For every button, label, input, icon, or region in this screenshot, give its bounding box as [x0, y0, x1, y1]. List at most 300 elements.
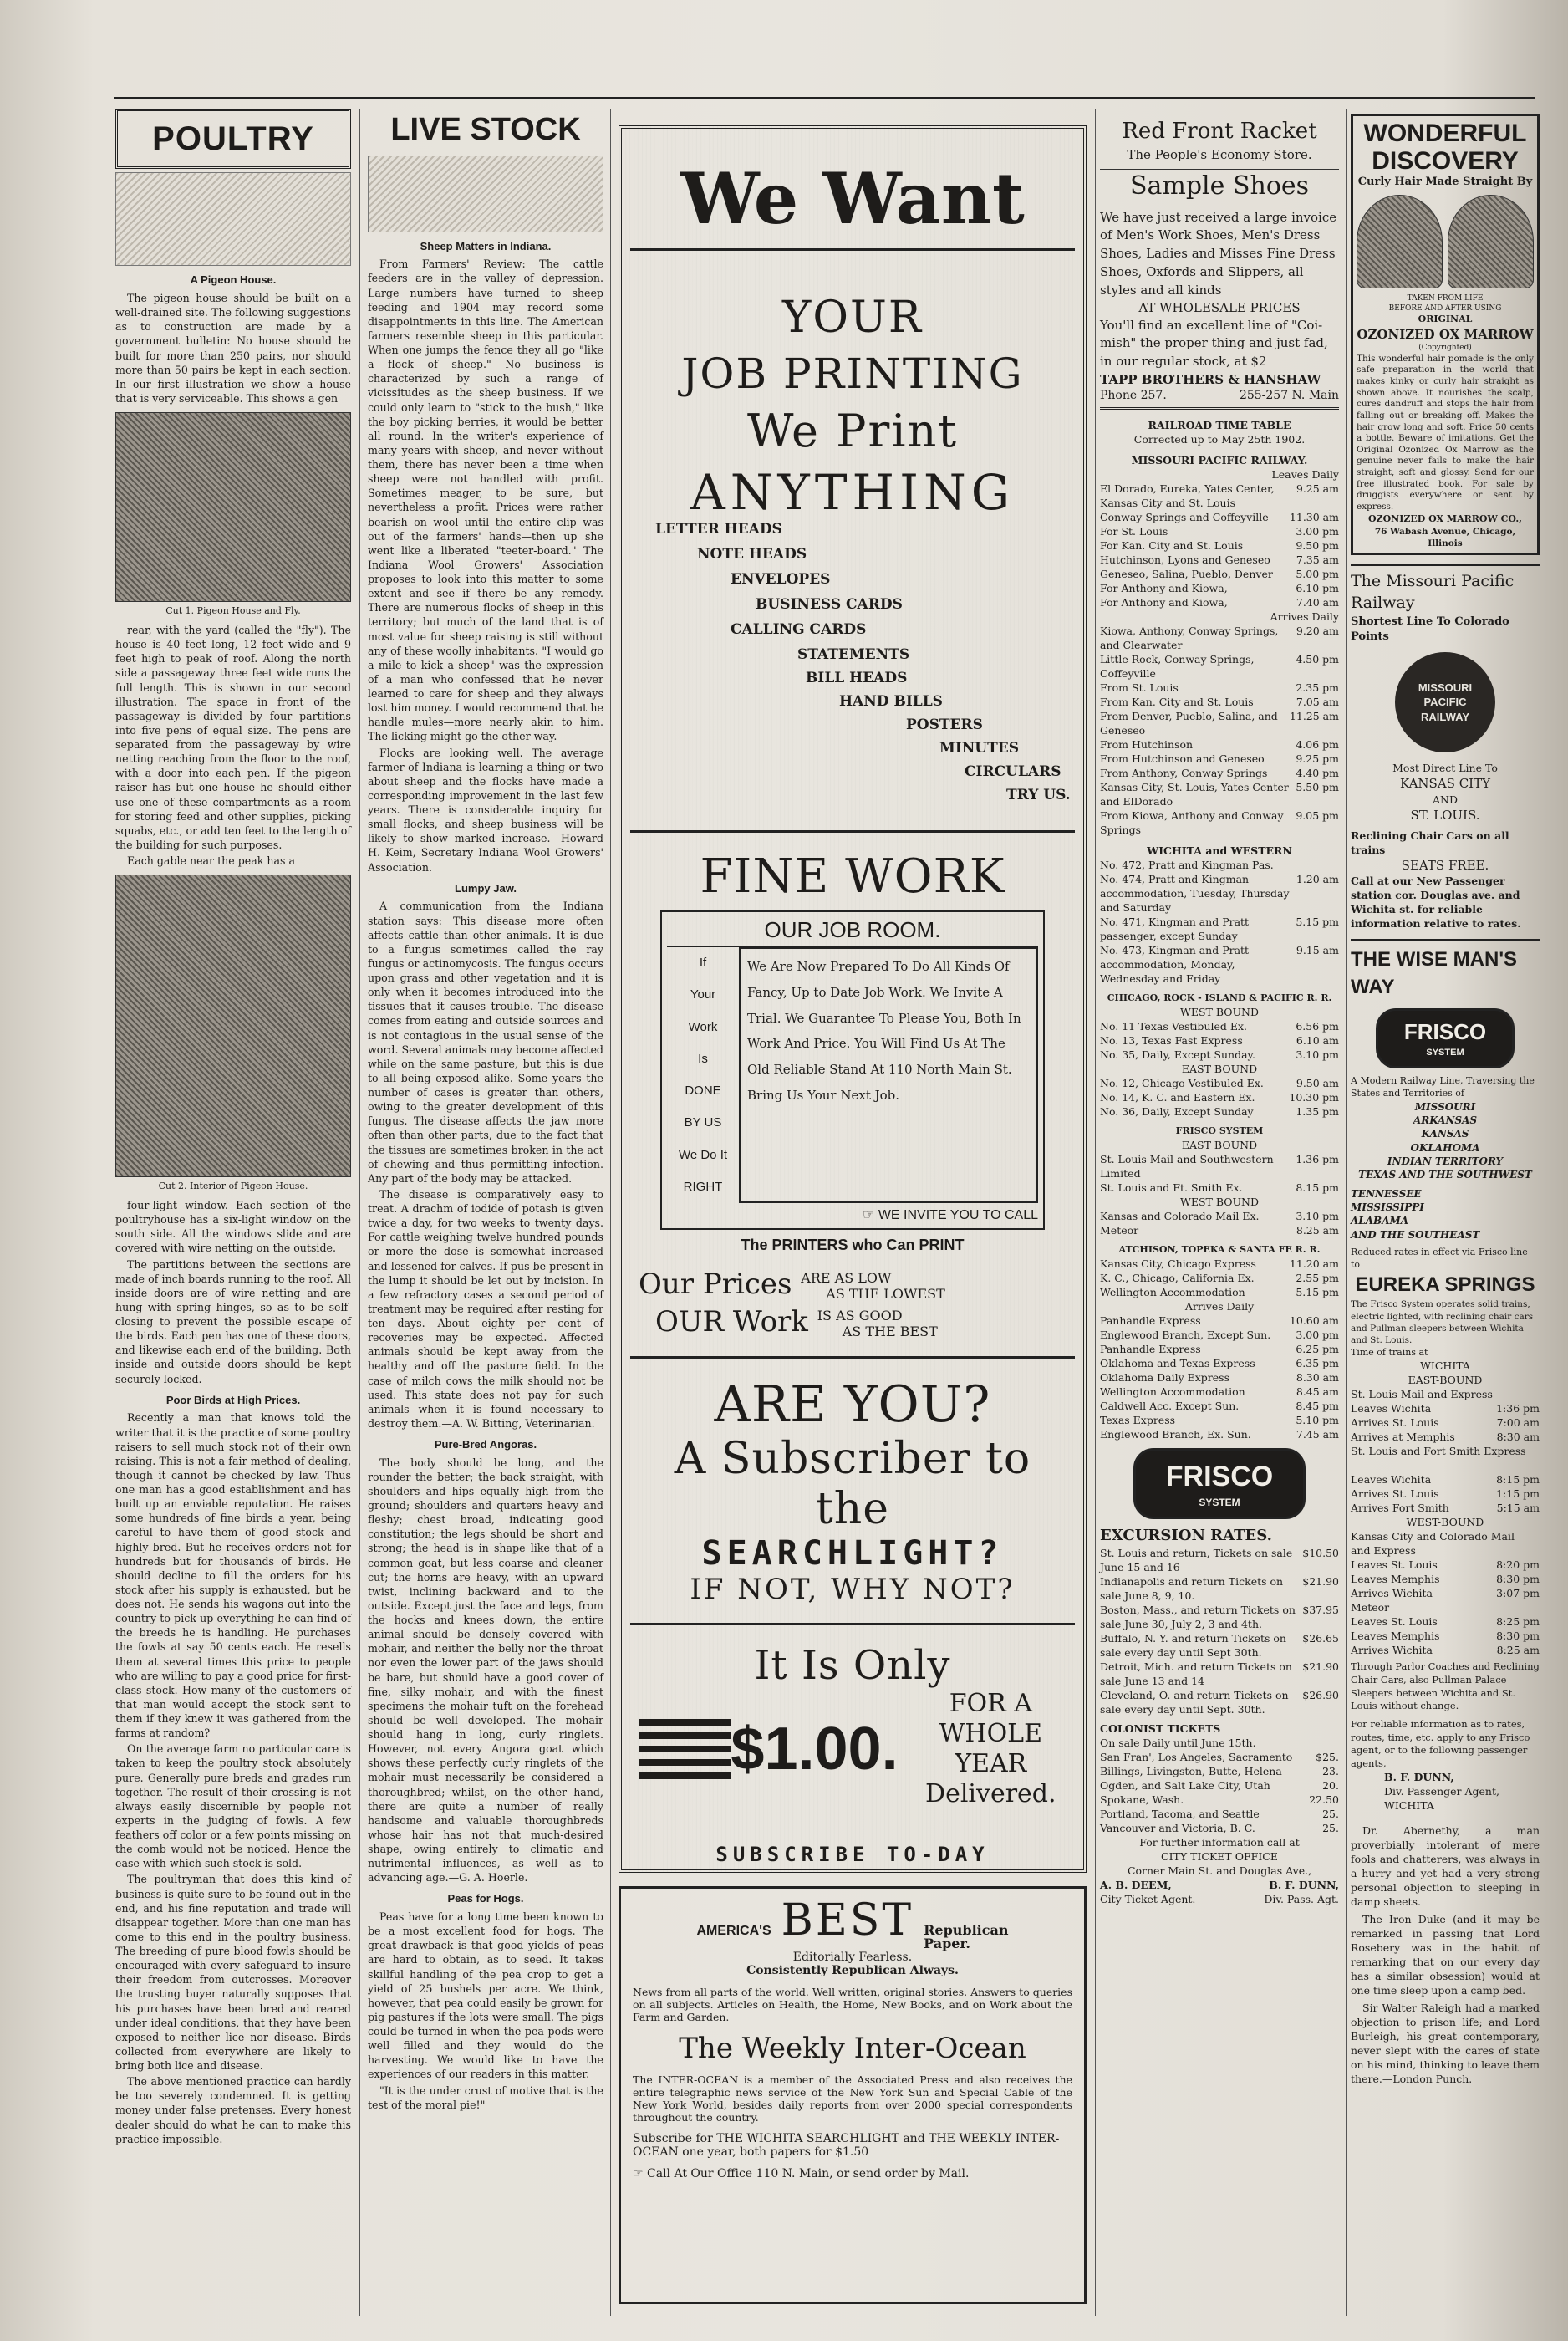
portrait-after: [1448, 195, 1534, 288]
timetable-time: 3.00 pm: [1296, 525, 1339, 538]
timetable-route: No. 472, Pratt and Kingman Pas.: [1100, 859, 1274, 872]
mp-heading: MISSOURI PACIFIC RAILWAY.: [1131, 454, 1308, 467]
wm-west-list: [1351, 1529, 1540, 1657]
ocean-body2: The INTER-OCEAN is a member of the Associated Press and also receives the entire telegraphic news service of the New York Sun and Special Cable of the New York World, besides daily reports from over 2000 special correspondents throughout the country.: [633, 2073, 1072, 2124]
timetable-route: Billings, Livingston, Butte, Helena: [1100, 1765, 1282, 1778]
racket-subtitle: The People's Economy Store.: [1127, 147, 1312, 163]
timetable-route: Kansas and Colorado Mail Ex.: [1100, 1210, 1260, 1223]
livestock-column: [368, 109, 603, 2114]
timetable-row: [1100, 915, 1339, 943]
printers-line: The PRINTERS who Can PRINT: [741, 1237, 965, 1253]
timetable-time: $25.: [1316, 1751, 1339, 1764]
timetable-row: [1100, 737, 1339, 752]
are-you: ARE YOU?: [714, 1375, 991, 1435]
article-title: Sheep Matters in Indiana.: [420, 239, 552, 252]
timetable-route: No. 14, K. C. and Eastern Ex.: [1100, 1091, 1255, 1104]
excursion-rates: [1100, 1546, 1339, 1716]
caption: Cut 1. Pigeon House and Fly.: [165, 605, 301, 617]
timetable-route: Portland, Tacoma, and Seattle: [1100, 1808, 1260, 1821]
timetable-row: [1351, 1529, 1540, 1558]
ad-item: POSTERS: [906, 717, 983, 733]
paragraph: The above mentioned practice can hardly be too severely condemned. It is getting money under false pretenses. Every honest dealer should do what he can to make this practice impossible.: [115, 2075, 351, 2145]
timetable-route: Arrives at Memphis: [1351, 1431, 1455, 1444]
timetable-time: 3.10 pm: [1296, 1048, 1339, 1062]
timetable-route: Leaves Wichita: [1351, 1402, 1432, 1415]
timetable-time: 8.45 am: [1296, 1385, 1339, 1399]
timetable-row: [1351, 1586, 1540, 1600]
timetable-row: [1100, 808, 1339, 837]
mopac-emblem-icon: MISSOURI PACIFIC RAILWAY: [1395, 652, 1495, 752]
timetable-row: [1100, 1076, 1339, 1090]
timetable-time: 8.25 am: [1296, 1224, 1339, 1237]
timetable-row: [1100, 1328, 1339, 1342]
timetable-time: 8.30 am: [1296, 1371, 1339, 1385]
timetable-time: 25.: [1322, 1808, 1339, 1821]
timetable-route: Vancouver and Victoria, B. C.: [1100, 1822, 1255, 1835]
mopac-ad: The Missouri Pacific Railway Shortest Line To Colorado Points MISSOURI PACIFIC RAILWAY Most Direct Line To KANSAS CITY AND ST. LOUIS. Reclining Chair Cars on all trains SEATS FREE. Call at our New Passenger station cor. Douglas ave. and Wichita st. for reliable information relative to rates.: [1351, 564, 1540, 931]
timetable-time: $26.65: [1302, 1632, 1339, 1645]
timetable-row: [1100, 1370, 1339, 1385]
paragraph: The partitions between the sections are made of inch boards running to the roof. All inside doors are of wire netting and are hung with spring hinges, so as to be self-closing to prevent the possible escape of the birds. Each pen has one of these doors, and likewise each end of the building. Both inside and outside doors should be kept securely locked.: [115, 1257, 351, 1385]
timetable-time: 5.50 pm: [1296, 781, 1339, 794]
timetable-time: 23.: [1322, 1765, 1339, 1778]
poultry-column: [115, 109, 351, 2148]
timetable-time: 5:15 am: [1496, 1502, 1540, 1515]
inter-ocean-title: The Weekly Inter-Ocean: [679, 2032, 1026, 2065]
wholesale: AT WHOLESALE PRICES: [1138, 300, 1301, 316]
timetable-route: San Fran', Los Angeles, Sacramento: [1100, 1751, 1293, 1764]
ad-we-print: We Print: [746, 405, 959, 457]
timetable-route: From Hutchinson: [1100, 738, 1194, 752]
timetable-route: No. 474, Pratt and Kingman accommodation, Tuesday, Thursday and Saturday: [1100, 873, 1290, 915]
timetable-row: [1351, 1643, 1540, 1657]
timetable-route: Englewood Branch, Ex. Sun.: [1100, 1428, 1251, 1441]
timetable-time: 8:25 am: [1496, 1644, 1540, 1657]
timetable-time: 8:20 pm: [1496, 1558, 1540, 1572]
timetable-row: [1100, 1285, 1339, 1299]
at-leaves-list: [1100, 1257, 1339, 1299]
timetable-route: For Kan. City and St. Louis: [1100, 539, 1244, 553]
timetable-route: No. 36, Daily, Except Sunday: [1100, 1105, 1254, 1119]
article-title: A Pigeon House.: [190, 273, 277, 287]
ocean-call: ☞ Call At Our Office 110 N. Main, or send order by Mail.: [633, 2167, 970, 2180]
timetable-row: [1100, 1033, 1339, 1048]
list-item: AND THE SOUTHEAST: [1351, 1228, 1480, 1241]
timetable-row: [1100, 1631, 1339, 1660]
agent-titles: City Ticket Agent. Div. Pass. Agt.: [1100, 1893, 1339, 1906]
fearless: Editorially Fearless.: [792, 1951, 913, 1964]
paragraph: The pigeon house should be built on a well-drained site. The following suggestions as to construction are made by a government bulletin: No house should be built for more than 250 pairs, nor should more than 50 pairs be kept in each section. In our first illustration we show a house that is very serviceable. This shows a gen: [115, 292, 351, 405]
timetable-row: [1100, 652, 1339, 681]
racket-firm: TAPP BROTHERS & HANSHAW: [1100, 371, 1321, 387]
timetable-time: 25.: [1322, 1822, 1339, 1835]
timetable-time: 5.15 pm: [1296, 1286, 1339, 1299]
timetable-route: From Anthony, Conway Springs: [1100, 767, 1268, 780]
timetable-time: 7.40 am: [1296, 596, 1339, 609]
timetable-row: [1351, 1487, 1540, 1501]
timetable-time: 1.20 am: [1296, 873, 1339, 886]
arrives-daily: Arrives Daily: [1270, 610, 1339, 624]
agents: A. B. DEEM, B. F. DUNN,: [1100, 1879, 1339, 1892]
timetable-time: 9.25 pm: [1296, 752, 1339, 766]
paragraph: On the average farm no particular care is taken to keep the poultry stock absolutely pure. Generally pure breds and grades run together. The result of their crossing is not always easily discernible by people not experts in the judging of fowls. A few feathers off color or a few points missing on the comb would not be noticed. Hence the ease with which such stock is sold.: [115, 1742, 351, 1870]
timetable-row: [1100, 1778, 1339, 1793]
timetable-row: [1100, 1019, 1339, 1033]
colonist-rates: [1100, 1750, 1339, 1835]
price-bars: [639, 1712, 731, 1786]
timetable-time: 3.10 pm: [1296, 1210, 1339, 1223]
ad-item-list: [630, 521, 1075, 803]
colonist-title: COLONIST TICKETS: [1100, 1722, 1221, 1736]
timetable-row: [1100, 1209, 1339, 1223]
timetable-row: [1351, 1614, 1540, 1629]
timetable-row: [1100, 624, 1339, 652]
fr-west-list: [1100, 1209, 1339, 1237]
article-title: Lumpy Jaw.: [455, 881, 517, 895]
list-item: MISSISSIPPI: [1351, 1201, 1424, 1213]
job-room-box: [660, 910, 1045, 1230]
timetable-time: 11.25 am: [1289, 710, 1339, 723]
ww-list: [1100, 858, 1339, 986]
timetable-route: Texas Express: [1100, 1414, 1176, 1427]
timetable-row: [1100, 1750, 1339, 1764]
column-divider: [359, 109, 360, 2316]
timetable-row: [1100, 1342, 1339, 1356]
timetable-route: Leaves St. Louis: [1351, 1615, 1438, 1629]
timetable-route: Leaves St. Louis: [1351, 1558, 1438, 1572]
timetable-time: 6.35 pm: [1296, 1357, 1339, 1370]
timetable-row: [1100, 1271, 1339, 1285]
timetable-time: $21.90: [1302, 1575, 1339, 1589]
consistently: Consistently Republican Always.: [746, 1964, 959, 1977]
timetable-row: [1100, 1574, 1339, 1603]
timetable-time: 4.40 pm: [1296, 767, 1339, 780]
timetable-time: 1.36 pm: [1296, 1153, 1339, 1166]
timetable-route: No. 471, Kingman and Pratt passenger, except Sunday: [1100, 915, 1250, 943]
timetable-row: [1351, 1558, 1540, 1572]
paragraph: four-light window. Each section of the poultryhouse has a six-light window on the south side. All the windows slide and are covered with wire netting on the outside.: [115, 1199, 351, 1255]
paragraph: Peas have for a long time been known to be a most excellent food for hogs. The great drawback is that good yields of peas are hard to obtain, as to seed. It takes skillful handling of the pea crop to get a yield of 25 bushels per acre. We think, however, that pea could easily be grown for pig pastures if the lots were small. The pigs could be turned in when the pea pods were well filled and they would do the harvesting. We would like to have the experiences of our readers in this matter.: [368, 1910, 603, 2081]
timetable-route: Kansas City, Chicago Express: [1100, 1257, 1256, 1271]
timetable-route: Ogden, and Salt Lake City, Utah: [1100, 1779, 1270, 1793]
ri-east-list: [1100, 1076, 1339, 1119]
list-item: OKLAHOMA: [1410, 1141, 1480, 1154]
subscriber-line: A Subscriber to the: [674, 1434, 1031, 1535]
timetable-row: [1100, 1821, 1339, 1835]
timetable-time: 8:30 pm: [1496, 1573, 1540, 1586]
timetable-row: [1351, 1472, 1540, 1487]
timetable-route: No. 13, Texas Fast Express: [1100, 1034, 1243, 1048]
timetable-route: Geneseo, Salina, Pueblo, Denver: [1100, 568, 1273, 581]
timetable-route: From Denver, Pueblo, Salina, and Geneseo: [1100, 710, 1278, 737]
ad-your: YOUR: [782, 293, 923, 343]
timetable-route: Little Rock, Conway Springs, Coffeyville: [1100, 653, 1255, 681]
timetable-time: 6.25 pm: [1296, 1343, 1339, 1356]
list-item: ALABAMA: [1351, 1215, 1409, 1227]
at-arr-list: [1100, 1313, 1339, 1342]
timetable-route: Wellington Accommodation: [1100, 1385, 1245, 1399]
timetable-time: 8:15 pm: [1496, 1473, 1540, 1487]
timetable-row: [1351, 1600, 1540, 1614]
timetable-row: [1100, 1257, 1339, 1271]
timetable-row: [1100, 872, 1339, 915]
timetable-row: [1100, 1385, 1339, 1399]
pigeon-house-interior-illustration: [115, 875, 351, 1177]
top-rule: [114, 97, 1535, 99]
timetable-time: $21.90: [1302, 1660, 1339, 1674]
timetable-route: Arrives Fort Smith: [1351, 1502, 1449, 1515]
timetable-time: 8:30 pm: [1496, 1630, 1540, 1643]
fr-east-bound: EAST BOUND: [1181, 1139, 1258, 1152]
timetable-route: Oklahoma Daily Express: [1100, 1371, 1230, 1385]
timetable-time: 9.20 am: [1296, 625, 1339, 638]
timetable-route: Englewood Branch, Except Sun.: [1100, 1329, 1271, 1342]
ad-divider: [630, 1623, 1075, 1625]
timetable-time: $26.90: [1302, 1689, 1339, 1702]
ad-item: BILL HEADS: [806, 670, 908, 686]
timetable-time: 4.06 pm: [1296, 738, 1339, 752]
job-printing-ad: [619, 125, 1087, 1873]
timetable-time: 8:30 am: [1496, 1431, 1540, 1444]
timetable-row: [1100, 780, 1339, 808]
timetable-row: [1100, 1152, 1339, 1181]
pointing-hand-icon: ☞: [863, 1208, 878, 1222]
ocean-subscribe: Subscribe for THE WICHITA SEARCHLIGHT and THE WEEKLY INTER-OCEAN one year, both papers for $1.50: [633, 2132, 1060, 2159]
frisco-heading: FRISCO SYSTEM: [1175, 1125, 1264, 1137]
timetable-time: 2.35 pm: [1296, 681, 1339, 695]
timetable-route: Buffalo, N. Y. and return Tickets on sale every day until Sept 30th.: [1100, 1632, 1286, 1660]
column-divider: [1346, 109, 1347, 2316]
timetable-route: K. C., Chicago, California Ex.: [1100, 1272, 1255, 1285]
ad-item: MINUTES: [939, 740, 1020, 757]
ticket-office: CITY TICKET OFFICE: [1161, 1850, 1278, 1864]
timetable-row: [1100, 709, 1339, 737]
our-prices-line: Our Prices ARE AS LOW AS THE LOWEST: [639, 1267, 945, 1302]
timetable-route: St. Louis Mail and Express—: [1351, 1388, 1504, 1401]
timetable-row: [1100, 1546, 1339, 1574]
timetable-time: 7:00 am: [1496, 1416, 1540, 1430]
wm-east-list: [1351, 1387, 1540, 1515]
job-room-text: We Are Now Prepared To Do All Kinds Of Fancy, Up to Date Job Work. We Invite A Trial. We Guarantee To Please You, Both In Work And Price. You Will Find Us At The Old Reliable Stand At 110 North Main St. Bring Us Your Next Job.: [739, 947, 1038, 1203]
article-title: Poor Birds at High Prices.: [165, 1393, 301, 1406]
price-block: [639, 1689, 1075, 1809]
poultry-header: POULTRY: [115, 109, 351, 169]
timetable-route: Indianapolis and return Tickets on sale June 8, 9, 10.: [1100, 1575, 1284, 1603]
timetable-time: 22.50: [1309, 1793, 1339, 1807]
timetable-route: Kansas City, St. Louis, Yates Center and ElDorado: [1100, 781, 1289, 808]
timetable-time: 11.20 am: [1289, 1257, 1339, 1271]
livestock-header-illustration: [368, 156, 603, 232]
ticket-office-address: Corner Main St. and Douglas Ave.,: [1127, 1864, 1312, 1878]
timetable-row: [1100, 538, 1339, 553]
timetable-route: Kansas City and Colorado Mail and Express: [1351, 1530, 1515, 1558]
column-divider: [1095, 109, 1096, 2316]
timetable-row: [1100, 1660, 1339, 1688]
timetable-route: From St. Louis: [1100, 681, 1179, 695]
ad-item: BUSINESS CARDS: [756, 596, 903, 613]
timetable-time: 5.00 pm: [1296, 568, 1339, 581]
timetable-time: 9.50 pm: [1296, 539, 1339, 553]
timetable-route: Arrives Wichita: [1351, 1587, 1433, 1600]
timetable-row: [1100, 1181, 1339, 1195]
caption: Cut 2. Interior of Pigeon House.: [158, 1181, 308, 1192]
frisco-logo: FRISCO SYSTEM: [1376, 1008, 1515, 1068]
timetable-time: 11.30 am: [1289, 511, 1339, 524]
timetable-route: Kiowa, Anthony, Conway Springs, and Clearwater: [1100, 625, 1279, 652]
ad-item: LETTER HEADS: [655, 521, 782, 538]
timetable-row: [1100, 1427, 1339, 1441]
searchlight-line: SEARCHLIGHT?: [701, 1534, 1004, 1573]
ad-divider: [630, 830, 1075, 833]
timetable-route: Hutchinson, Lyons and Geneseo: [1100, 553, 1270, 567]
ad-job-printing: JOB PRINTING: [681, 349, 1024, 398]
timetable-row: [1351, 1401, 1540, 1415]
price-terms: FOR A WHOLE YEAR Delivered.: [925, 1689, 1056, 1809]
timetable-row: [1100, 1313, 1339, 1328]
timetable-row: [1100, 1399, 1339, 1413]
timetable-time: 8.45 pm: [1296, 1400, 1339, 1413]
timetable-time: 5.15 pm: [1296, 915, 1339, 929]
timetable-row: [1100, 752, 1339, 766]
racket-contact: Phone 257. 255-257 N. Main: [1100, 388, 1339, 410]
timetable-row: [1100, 581, 1339, 595]
timetable-route: From Kiowa, Anthony and Conway Springs: [1100, 809, 1284, 837]
column-divider: [610, 109, 611, 2316]
timetable-time: 4.50 pm: [1296, 653, 1339, 666]
timetable-time: 1.35 pm: [1296, 1105, 1339, 1119]
timetable-time: 20.: [1322, 1779, 1339, 1793]
timetable-row: [1100, 595, 1339, 609]
fine-work: FINE WORK: [700, 849, 1005, 904]
timetable-time: 9.50 am: [1296, 1077, 1339, 1090]
price: $1.00.: [731, 1716, 899, 1783]
at-leaves2-list: [1100, 1342, 1339, 1441]
ad-item: STATEMENTS: [797, 646, 910, 663]
timetable-time: 3:07 pm: [1496, 1587, 1540, 1600]
timetable-title: RAILROAD TIME TABLE: [1148, 419, 1291, 432]
ad-headline: We Want: [630, 157, 1075, 251]
list-item: ARKANSAS: [1413, 1114, 1478, 1127]
paragraph: The poultryman that does this kind of business is quite sure to be found out in the end, and his fine reputation and trade will disappear together. More than one man has come to this end in the poultry business. The breeding of pure blood fowls should be encouraged with every safeguard to insure their freedom from outcrosses. Moreover the trusting buyer naturally supposes that his purchases have been bred and reared under ideal conditions, that they have been exposed to neither lice nor disease. Birds collected from everywhere are likely to bring both lice and disease.: [115, 1873, 351, 2073]
timetable-route: Spokane, Wash.: [1100, 1793, 1184, 1807]
railroad-column: [1100, 117, 1339, 1906]
leaves-daily: Leaves Daily: [1271, 468, 1339, 482]
ri-east-bound: EAST BOUND: [1181, 1063, 1258, 1076]
timetable-row: [1100, 1764, 1339, 1778]
timetable-row: [1100, 1104, 1339, 1119]
timetable-time: 6.10 am: [1296, 1034, 1339, 1048]
timetable-route: Arrives St. Louis: [1351, 1416, 1439, 1430]
timetable-time: 1:15 pm: [1496, 1487, 1540, 1501]
timetable-route: No. 11 Texas Vestibuled Ex.: [1100, 1020, 1248, 1033]
timetable-route: Arrives St. Louis: [1351, 1487, 1439, 1501]
timetable-route: Cleveland, O. and return Tickets on sale every day until Sept. 30th.: [1100, 1689, 1289, 1716]
timetable-route: St. Louis and Fort Smith Express—: [1351, 1445, 1526, 1472]
ad-anything: ANYTHING: [690, 464, 1016, 521]
timetable-row: [1100, 1356, 1339, 1370]
ad-item: TRY US.: [1006, 787, 1071, 803]
timetable-row: [1100, 553, 1339, 567]
timetable-row: [1100, 1603, 1339, 1631]
our-work-line: OUR Work IS AS GOOD AS THE BEST: [655, 1305, 938, 1340]
fr-east-list: [1100, 1152, 1339, 1195]
timetable-route: From Hutchinson and Geneseo: [1100, 752, 1265, 766]
paragraph: rear, with the yard (called the "fly"). The house is 40 feet long, 12 feet wide and 9 feet high to peak of roof. Along the north side a passageway three feet wide runs the full length. This is shown in our second illustration. The space in front of the passageway is divided by four partitions into five pens of equal size. The pens are separated from the passageway by wire netting reaching from the floor to the roof, with a door into each pen. If the pigeon raiser has but one house he should either use one of these compartments as a room for storing feed and other supplies, picking squabs, etc., or add ten feet to the length of the building for such purposes.: [115, 624, 351, 851]
timetable-row: [1100, 1223, 1339, 1237]
timetable-route: Wellington Accommodation: [1100, 1286, 1245, 1299]
ads-right-column: [1351, 114, 1540, 2086]
paragraph: Recently a man that knows told the writer that it is the practice of some poultry raisers to sell much stock not of their own raising. This is not a fair method of dealing, though it cannot be checked by law. Thus one man has a good establishment and has built up an enviable reputation. He raises some hundreds of fine birds a year, being careful to have them of good stock and highly bred. But he receives orders not for hundreds but for thousands of birds. He should decline to fill the orders for his stock after his supply is exhausted, but he does not. He sends his wagons out into the country to pick up everything he can find of the breeds he is handling. He purchases the fowls at say 50 cents each. He resells them at several times this price to people who are willing to pay a good price for first-class stock. How many of the customers of that man would accept the stock sent to them if they knew it was gathered from the farms at random?: [115, 1411, 351, 1740]
pigeon-house-illustration: [115, 412, 351, 602]
timetable-row: [1100, 1793, 1339, 1807]
racket-body: We have just received a large invoice of Men's Work Shoes, Men's Dress Shoes, Ladies and Misses Fine Dress Shoes, Oxfords and Slippers, all styles and all kinds: [1100, 209, 1337, 298]
ad-item: NOTE HEADS: [697, 546, 807, 563]
timetable-row: [1351, 1387, 1540, 1401]
list-item: KANSAS: [1421, 1128, 1469, 1140]
ad-divider: [630, 1356, 1075, 1359]
ox-marrow-ad: WONDERFUL DISCOVERY Curly Hair Made Straight By TAKEN FROM LIFE BEFORE AND AFTER USING ORIGINAL OZONIZED OX MARROW (Copyrighted) This wonderful hair pomade is the only safe preparation in the world that makes kinky or curly hair straight as shown above. It nourishes the scalp, cures dandruff and stops the hair from falling out or breaking off. Makes the hair grow long and soft. Price 50 cents a bottle. Beware of imitations. Get the Original Ozonized Ox Marrow as the genuine never fails to make the hair straight, soft and glossy. Send for our free illustrated book. For sale by druggists everywhere or sent by express. OZONIZED OX MARROW CO., 76 Wabash Avenue, Chicago, Illinois: [1351, 114, 1540, 555]
timetable-route: For Anthony and Kiowa,: [1100, 582, 1228, 595]
at-arrives-daily: Arrives Daily: [1184, 1300, 1255, 1313]
timetable-route: St. Louis and Ft. Smith Ex.: [1100, 1181, 1243, 1195]
ri-west-list: [1100, 1019, 1339, 1062]
timetable-row: [1100, 524, 1339, 538]
timetable-time: 10.30 pm: [1289, 1091, 1339, 1104]
job-room-title: OUR JOB ROOM.: [667, 917, 1038, 947]
timetable-time: 6.56 pm: [1296, 1020, 1339, 1033]
timetable-time: 1:36 pm: [1496, 1402, 1540, 1415]
timetable-time: 10.60 am: [1289, 1314, 1339, 1328]
timetable-row: [1100, 1048, 1339, 1062]
frisco-ad: THE WISE MAN'S WAY FRISCO SYSTEM A Modern Railway Line, Traversing the States and Territories of MISSOURI ARKANSAS KANSAS OKLAHOMA INDIAN TERRITORY TEXAS AND THE SOUTHWEST TENNESSEE MISSISSIPPI ALABAMA AND THE SOUTHEAST Reduced rates in effect via Frisco line to EUREKA SPRINGS The Frisco System operates solid trains, electric lighted, with reclining chair cars and Pullman sleepers between Wichita and St. Louis. Time of trains at WICHITA EAST-BOUND St. Louis Mail and Express— Leaves Wichita 1:36 pm Arrives St. Louis 7:00 am Arrives at Memphis 8:30 am St. Louis and Fort Smith Express— Leaves Wichita 8:15 pm Arrives St. Louis 1:15 pm Arrives Fort Smith 5:15 am WEST-BOUND Kansas City and Colorado Mail and Express Leaves St. Louis 8:20 pm Leaves Memphis 8:30 pm Arrives Wichita 3:07 pm Meteor Leaves St. Louis 8:25 pm Leaves Memphis 8:30 pm Arrives Wichita 8:25 am Through Parlor Coaches and Reclining Chair Cars, also Pullman Palace Sleepers between Wichita and St. Louis without change. For reliable information as to rates, routes, time, etc. apply to any Frisco agent, or to the following passenger agents, B. F. DUNN, Div. Passenger Agent, WICHITA: [1351, 939, 1540, 1813]
timetable-time: $37.95: [1302, 1604, 1339, 1617]
timetable-row: [1100, 1688, 1339, 1716]
timetable-route: Conway Springs and Coffeyville: [1100, 511, 1269, 524]
paragraph: A communication from the Indiana station says: This disease more often affects cattle than other animals. It is due to a fungus sometimes called the ray fungus or actinomycosis. The fungus occurs upon grass and other vegetation and it is only when it becomes introduced into the tissues that it causes trouble. The disease comes from eating and outside sources and is not contagious in the usual sense of the word. Several animals may become affected while on the same pasture, but this is due to all being exposed alike. Some years the number of cases is greater than others, owing to the greater development of this fungus. The disease affects the jaw more often than other parts, due to the fact that the tissues are sometimes broken in the act of chewing and thus permitting infection. Any part of the body may be attacked.: [368, 900, 603, 1185]
timetable-row: [1100, 1413, 1339, 1427]
timetable-route: Oklahoma and Texas Express: [1100, 1357, 1255, 1370]
timetable-route: For St. Louis: [1100, 525, 1168, 538]
best-headline: AMERICA'S BEST Republican Paper.: [696, 1895, 1009, 1951]
timetable-time: 7.45 am: [1296, 1428, 1339, 1441]
livestock-header: LIVE STOCK: [390, 112, 581, 147]
timetable-route: St. Louis Mail and Southwestern Limited: [1100, 1153, 1274, 1181]
timetable-row: [1351, 1572, 1540, 1586]
racket-title: Red Front Racket: [1122, 119, 1317, 144]
timetable-route: Meteor: [1351, 1601, 1390, 1614]
paragraph: "It is the under crust of motive that is the test of the moral pie!": [368, 2083, 603, 2111]
if-not-line: IF NOT, WHY NOT?: [690, 1573, 1016, 1607]
subscribe-today: SUBSCRIBE TO-DAY: [715, 1843, 990, 1867]
timetable-route: No. 12, Chicago Vestibuled Ex.: [1100, 1077, 1264, 1090]
ww-heading: WICHITA and WESTERN: [1147, 844, 1292, 858]
states-list: [1351, 1187, 1540, 1242]
anecdotes: Dr. Abernethy, a man proverbially intolerant of mere fools and chatterers, was always in a hurry and yet had a very strong personal objection to sleeping in damp sheets. The Iron Duke (and it may be remarked in passing that Lord Rosebery was in the habit of remarking that on our every day has a similar obsession) would at one time sleep upon a camp bed. Sir Walter Raleigh had a marked objection to prison life; and Lord Burleigh, his great contemporary, never slept with the cares of state on his mind, thinking to leave them there.—London Punch.: [1351, 1818, 1540, 2086]
timetable-time: 5.10 pm: [1296, 1414, 1339, 1427]
colonist-sub: On sale Daily until June 15th.: [1100, 1737, 1256, 1750]
frisco-logo: FRISCO SYSTEM: [1133, 1448, 1306, 1519]
list-item: INDIAN TERRITORY: [1387, 1155, 1504, 1168]
list-item: TEXAS AND THE SOUTHWEST: [1358, 1169, 1532, 1181]
timetable-corrected: Corrected up to May 25th 1902.: [1133, 433, 1306, 446]
paragraph: The disease is comparatively easy to treat. A drachm of iodide of potash is given twice a day, for two weeks to twenty days. For cattle weighing twelve hundred pounds or more the dose is somewhat increased and lessened for calves. If pus be present in the lump it should be let out by incision. In a few refractory cases a second period of treatment may be required after resting for ten days. About eighty per cent of recoveries may be expected. Affected animals should be kept away from the healthy and off the pasture field. In the case of milch cows the milk should not be used. This state does not pay for such animals when it is found necessary to destroy them.—A. W. Bitting, Veterinarian.: [368, 1187, 603, 1430]
timetable-row: [1100, 695, 1339, 709]
ri-west-bound: WEST BOUND: [1179, 1006, 1259, 1019]
job-left-words: If Your Work Is DONE BY US We Do It RIGHT: [678, 956, 728, 1194]
fr-west-bound: WEST BOUND: [1179, 1196, 1259, 1209]
timetable-route: Arrives Wichita: [1351, 1644, 1433, 1657]
article-title: Pure-Bred Angoras.: [434, 1438, 537, 1451]
